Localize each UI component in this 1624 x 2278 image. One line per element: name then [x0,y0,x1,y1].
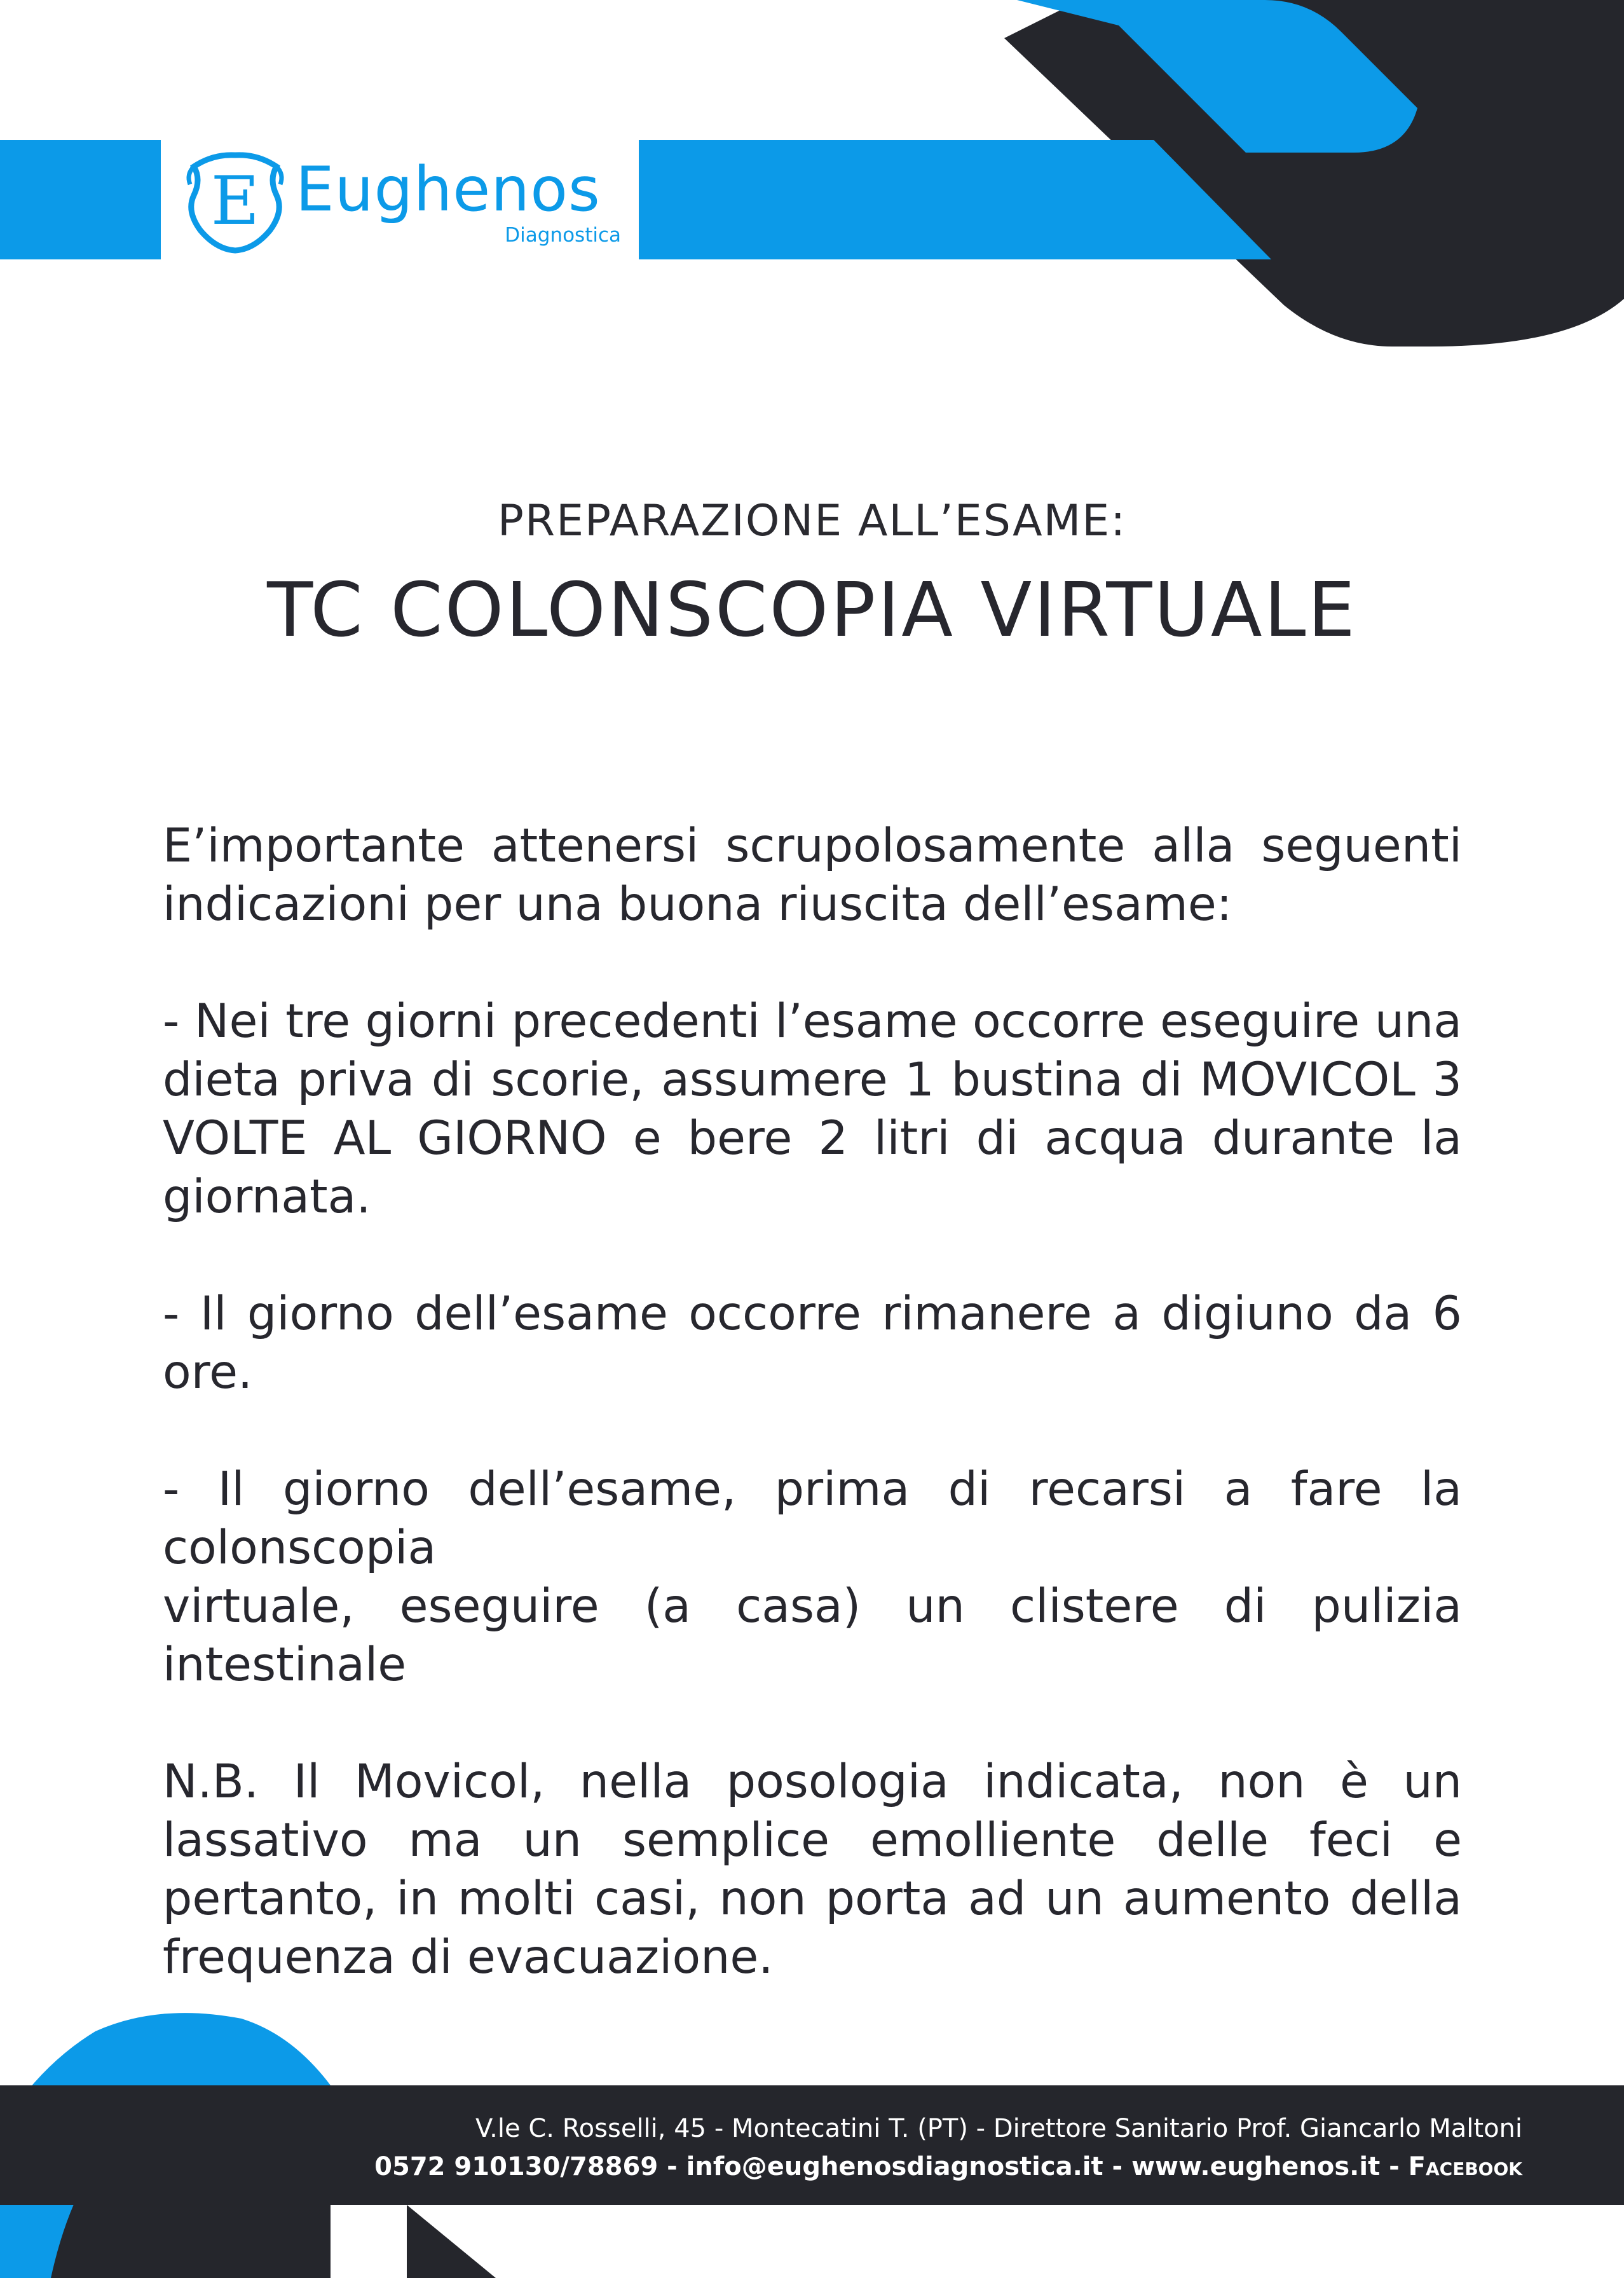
footer-email-link[interactable]: info@eughenosdiagnostica.it [686,2152,1103,2181]
footer-contacts [374,2152,1522,2181]
text-line: pertanto, in molti casi, non porta ad un aumento della [163,1872,1462,1926]
intro-paragraph [163,817,1462,934]
enema-paragraph [163,1460,1462,1694]
text-line: intestinale [163,1638,407,1692]
text-line: indicazioni per una buona riuscita dell’esame: [163,877,1232,931]
fasting-paragraph [163,1285,1462,1402]
text-line: colonscopia [163,1521,437,1575]
text-line: virtuale, eseguire (a casa) un clistere di pulizia [163,1579,1462,1633]
brand-tagline: Diagnostica [505,224,621,247]
text-line: N.B. Il Movicol, nella posologia indicata, non è un [163,1755,1462,1809]
page-subtitle: PREPARAZIONE ALL’ESAME: [497,496,1127,546]
brand-name: Eughenos [296,154,601,225]
brand-logo [175,141,639,262]
footer-phone: 0572 910130/78869 [374,2152,658,2181]
header-bar-left [0,140,161,259]
note-paragraph [163,1753,1462,1987]
text-line: giornata. [163,1170,371,1224]
instructions-body [163,817,1462,2045]
text-line: VOLTE AL GIORNO e bere 2 litri di acqua durante la [163,1111,1462,1165]
footer-separator: - [1380,2152,1409,2181]
text-line: - Nei tre giorni precedenti l’esame occorre eseguire una [163,994,1462,1048]
footer-website-link[interactable]: www.eughenos.it [1131,2152,1381,2181]
footer-separator: - [658,2152,686,2181]
bottom-dark-triangle [407,2205,496,2278]
footer-address: V.le C. Rosselli, 45 - Montecatini T. (PT) - Direttore Sanitario Prof. Giancarlo Maltoni [475,2114,1522,2143]
diet-paragraph [163,992,1462,1226]
text-line: E’importante attenersi scrupolosamente alla seguenti [163,819,1462,873]
logo-monogram: E [210,162,260,240]
footer-separator: - [1103,2152,1132,2181]
text-line: - Il giorno dell’esame occorre rimanere a digiuno da 6 [163,1287,1462,1341]
page-title: TC COLONSCOPIA VIRTUALE [267,566,1357,654]
logo-shield-icon [181,148,289,256]
text-line: lassativo ma un semplice emolliente delle feci e [163,1813,1462,1867]
text-line: - Il giorno dell’esame, prima di recarsi a fare la [163,1462,1462,1516]
text-line: frequenza di evacuazione. [163,1930,774,1984]
footer-bar [0,2085,1624,2205]
footer-facebook-link[interactable]: Facebook [1408,2152,1522,2181]
text-line: ore. [163,1345,253,1399]
text-line: dieta priva di scorie, assumere 1 bustina di MOVICOL 3 [163,1053,1462,1107]
